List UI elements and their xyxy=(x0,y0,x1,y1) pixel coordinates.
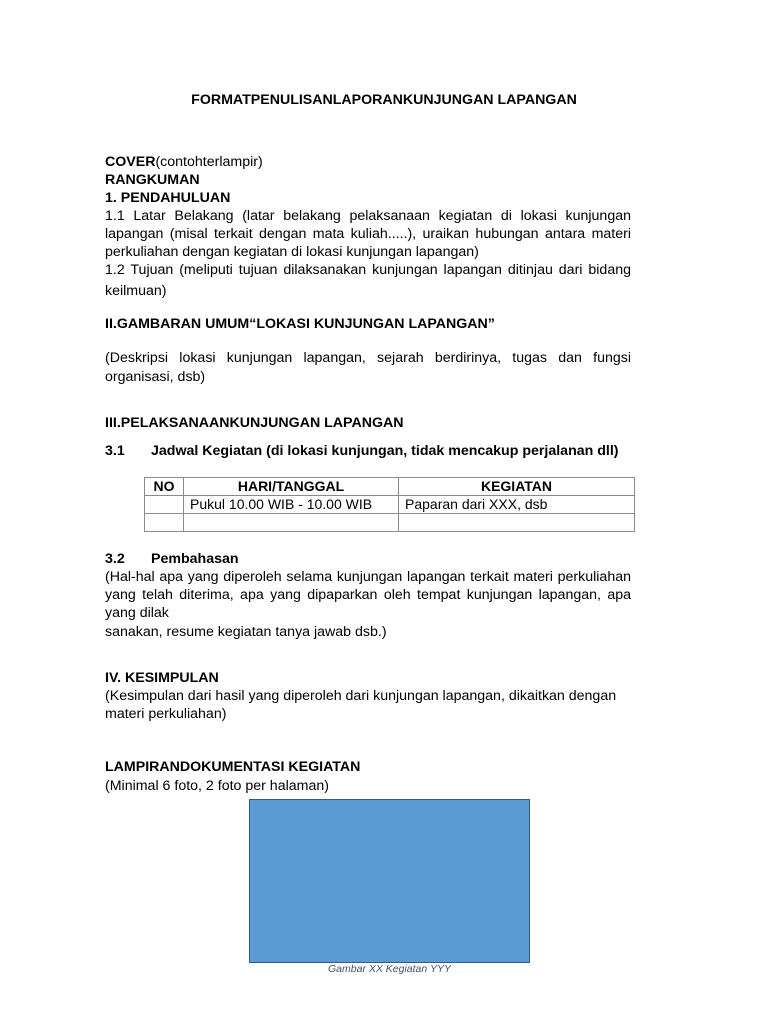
cover-line xyxy=(105,154,263,170)
table-cell: Paparan dari XXX, dsb xyxy=(399,496,635,514)
gambaran-line-1: (Deskripsi lokasi kunjungan lapangan, sejarah berdirinya, tugas dan fungsi xyxy=(105,350,631,366)
cover-note: (contohterlampir) xyxy=(155,154,263,170)
kesimpulan-line-2: materi perkuliahan) xyxy=(105,706,227,722)
pembahasan-line-1: (Hal-hal apa yang diperoleh selama kunjungan lapangan terkait materi perkuliahan xyxy=(105,569,631,585)
table-cell xyxy=(184,514,399,532)
latar-belakang-line-1: 1.1 Latar Belakang (latar belakang pelaksanaan kegiatan di lokasi kunjungan xyxy=(105,208,631,224)
cover-label: COVER xyxy=(105,154,156,170)
section-3-1-number: 3.1 xyxy=(105,443,125,459)
table-cell xyxy=(399,514,635,532)
photo-caption: Gambar XX Kegiatan YYY xyxy=(328,963,451,975)
rangkuman-heading: RANGKUMAN xyxy=(105,172,200,188)
latar-belakang-line-3: perkuliahan dengan kegiatan di lokasi kunjungan lapangan) xyxy=(105,244,479,260)
tujuan-line-1: 1.2 Tujuan (meliputi tujuan dilaksanakan kunjungan lapangan ditinjau dari bidang xyxy=(105,262,631,278)
header-no: NO xyxy=(145,478,184,496)
section-3-2-number: 3.2 xyxy=(105,551,125,567)
table-row xyxy=(145,514,635,532)
gambaran-heading: II.GAMBARAN UMUM“LOKASI KUNJUNGAN LAPANGAN” xyxy=(105,316,495,332)
kesimpulan-line-1: (Kesimpulan dari hasil yang diperoleh dari kunjungan lapangan, dikaitkan dengan xyxy=(105,688,617,704)
pembahasan-line-4: sanakan, resume kegiatan tanya jawab dsb.) xyxy=(105,624,387,640)
kesimpulan-heading: IV. KESIMPULAN xyxy=(105,670,219,686)
pelaksanaan-heading: III.PELAKSANAANKUNJUNGAN LAPANGAN xyxy=(105,415,404,431)
gambaran-line-2: organisasi, dsb) xyxy=(105,369,206,385)
tujuan-line-2: keilmuan) xyxy=(105,283,167,299)
lampiran-note: (Minimal 6 foto, 2 foto per halaman) xyxy=(105,778,329,794)
schedule-table xyxy=(144,477,635,532)
pembahasan-line-2: yang telah diterima, apa yang dipaparkan oleh tempat kunjungan lapangan, apa xyxy=(105,587,631,603)
table-header-row xyxy=(145,478,635,496)
pembahasan-line-3: yang dilak xyxy=(105,605,169,621)
table-cell xyxy=(145,496,184,514)
document-title: FORMATPENULISANLAPORANKUNJUNGAN LAPANGAN xyxy=(191,92,577,108)
header-hari-tanggal: HARI/TANGGAL xyxy=(184,478,399,496)
latar-belakang-line-2: lapangan (misal terkait dengan mata kuliah.....), uraikan hubungan antara materi xyxy=(105,226,631,242)
photo-placeholder xyxy=(249,799,530,963)
pendahuluan-heading: 1. PENDAHULUAN xyxy=(105,190,231,206)
table-row xyxy=(145,496,635,514)
section-3-1-title: Jadwal Kegiatan (di lokasi kunjungan, tidak mencakup perjalanan dll) xyxy=(151,443,619,459)
header-kegiatan: KEGIATAN xyxy=(399,478,635,496)
table-cell xyxy=(145,514,184,532)
lampiran-heading: LAMPIRANDOKUMENTASI KEGIATAN xyxy=(105,759,361,775)
table-cell: Pukul 10.00 WIB - 10.00 WIB xyxy=(184,496,399,514)
section-3-2-title: Pembahasan xyxy=(151,551,239,567)
